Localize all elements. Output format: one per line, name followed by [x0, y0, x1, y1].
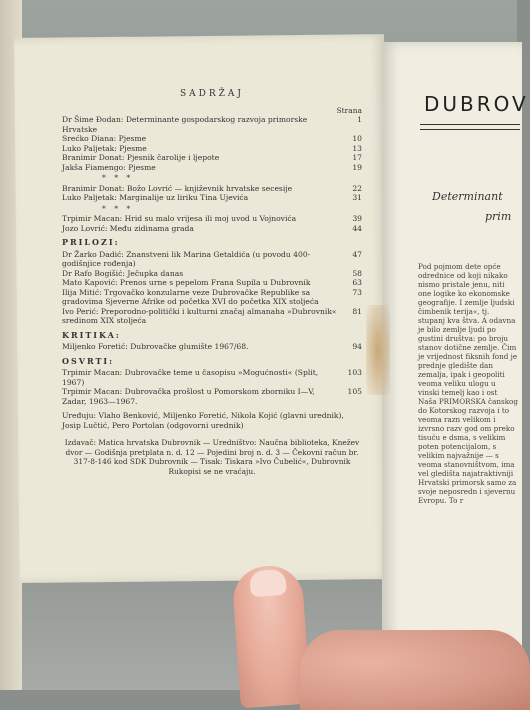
osvrti-heading: OSVRTI: — [62, 355, 115, 366]
toc-entry: Ilija Mitić: Trgovačko konzularne veze Dubrovačke Republike sa gradovima Sjeverne Afrike od početka XVI do početka XIX stoljeća 73 — [62, 287, 362, 306]
separator-stars: * * * — [102, 203, 134, 213]
strana-label: Strana — [336, 105, 362, 115]
table-of-contents — [62, 90, 362, 476]
toc-entry: Srećko Diana: Pjesme 10 — [62, 134, 362, 143]
toc-entry: Branimir Donat: Božo Lovrić — književnik hrvatske secesije 22 — [62, 183, 362, 193]
toc-entry: Dr Rafo Bogišić: Ječupka danas 58 — [62, 268, 362, 278]
right-page-body: Pod pojmom dete opće odrednice od koji nikako nismo pristale jenu, niti one logike ko ekonomske geografije. I zemlje ljudski čimbenik terija«, tj. stupanj kva štva. A odavna je bilo zemlje ljudi po gustini društva: po broju stanov dotične zemlje. Čim je vrijednost fiksnih fond je prednje gledište dan zemalja, ipak i geopoliti veoma veliku ulogu u vinski temelj kao i ost Naša PRIMORSKA čanskog do Kotorskog razvoja i to veoma razn velikom i izvrsno razv god om preko tisuću e dsma, s velikim poten potencijalom, s velikim najvažnije — s veoma stanovništvom, ima vel gledišta najatraktivniji Hrvatski primorsk samo za svoje neposredn i sjevernu Evropu. To r — [418, 262, 518, 505]
toc-entry: Dr Žarko Dadić: Znanstveni lik Marina Getaldića (u povodu 400-godišnjice rođenja) 47 — [62, 249, 362, 268]
right-page-subtitle-2: prim — [485, 210, 512, 223]
toc-entry: Jakša Fiamengo: Pjesme 19 — [62, 162, 362, 172]
group2 — [62, 184, 362, 203]
toc-entry: Luko Paljetak: Marginalije uz liriku Tina Ujevića 31 — [62, 193, 362, 202]
group1 — [62, 115, 362, 172]
toc-entry: Dr Šime Đodan: Determinante gospodarskog razvoja primorske Hrvatske 1 — [62, 115, 362, 134]
toc-entry: Trpimir Macan: Hrid su malo vrijesa ili moj uvod u Vojnovića 39 — [62, 214, 362, 223]
toc-entry: Trpimir Macan: Dubrovačka prošlost u Pomorskom zborniku I—V, Zadar, 1963—1967. 105 — [62, 387, 362, 406]
prilozi-heading: PRILOZI: — [62, 237, 120, 247]
fingers — [300, 630, 530, 710]
toc-entry: Mato Kapović: Prenos urne s pepelom Frana Supila u Dubrovnik 63 — [62, 278, 362, 287]
editors-note: Uređuju: Vlaho Benković, Miljenko Foretić, Nikola Kojić (glavni urednik), Josip Lučtić, Pero Portolan (odgovorni urednik) — [62, 411, 344, 430]
toc-entry: Luko Paljetak: Pjesme 13 — [62, 143, 362, 153]
toc-entry: Branimir Donat: Pjesnik čarolije i ljepote 17 — [62, 153, 362, 162]
prilozi-list — [62, 250, 362, 326]
kritika-heading: KRITIKA: — [62, 329, 121, 340]
thumbnail — [249, 569, 287, 597]
group3 — [62, 214, 362, 233]
separator-stars: * * * — [102, 173, 134, 182]
toc-entry: Trpimir Macan: Dubrovačke teme u časopisu »Mogućnosti« (Split, 1967) 103 — [62, 368, 362, 387]
publisher-imprint: Izdavač: Matica hrvatska Dubrovnik — Uredništvo: Naučna biblioteka, Knežev dvor — Godišnja pretplata n. d. 12 — Pojedini broj n. d. 3 — Čekovni račun br. 317-8-146 kod SDK Dubrovnik — Tisak: Tiskara »Ivo Čubelić«, Dubrovnik Rukopisi se ne vraćaju. — [64, 438, 360, 476]
toc-entry: Jozo Lovrić: Među zidinama grada 44 — [62, 223, 362, 233]
toc-entry: Ivo Perić: Preporodno-politički i kulturni značaj almanaha »Dubrovnik« sredinom XIX stoljeća 81 — [62, 306, 362, 325]
right-page-subtitle: Determinant — [432, 190, 503, 203]
page-stain — [366, 305, 390, 395]
toc-entry: Miljenko Foretić: Dubrovačke glumište 1967/68. 94 — [62, 342, 362, 351]
toc-title: SADRŽAJ — [179, 89, 245, 99]
right-page-title: DUBROV — [424, 92, 529, 116]
title-rule — [420, 124, 520, 130]
